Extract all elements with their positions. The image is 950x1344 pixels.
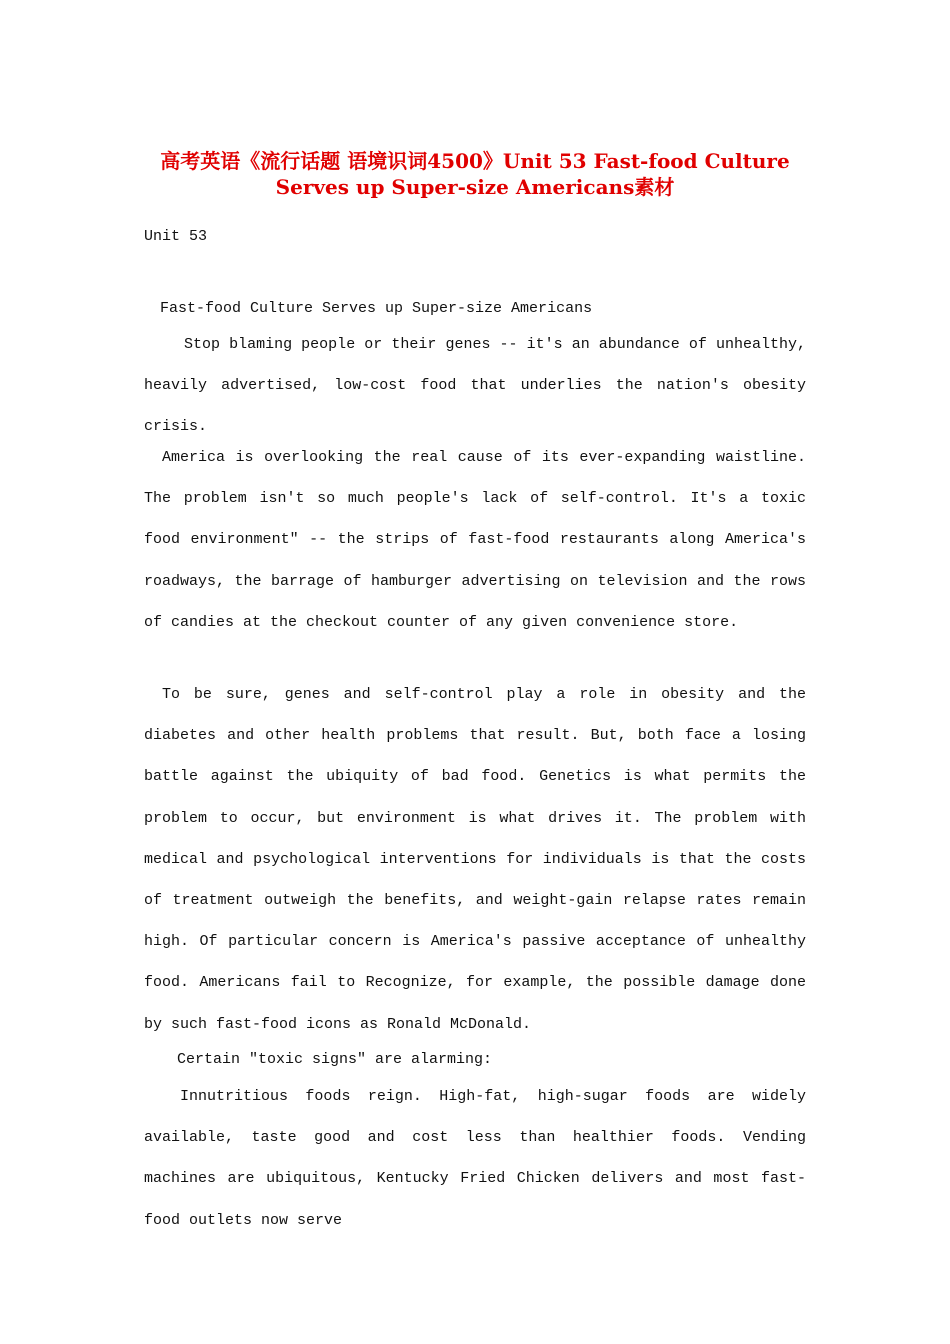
paragraph-lead: Stop blaming people or their genes -- it's an abundance of unhealthy, heavily advertised, low-cost food that underlies the nation's obesity crisis. xyxy=(144,336,806,436)
paragraph-body: Innutritious foods reign. High-fat, high-sugar foods are widely available, taste good and cost less than healthier foods. Vending machines are ubiquitous, Kentucky Fried Chicken delivers and most fast-food outlets now serve xyxy=(144,1088,806,1229)
paragraph-body: To be sure, genes and self-control play a role in obesity and the diabetes and other health problems that result. But, both face a losing battle against the ubiquity of bad food. Genetics is what permits the problem to occur, but environment is what drives it. The problem with medical and psychological interventions for individuals is that the costs of treatment outweigh the benefits, and weight-gain relapse rates remain high. Of particular concern is America's passive acceptance of unhealthy food. Americans fail to Recognize, for example, the possible damage done by such fast-food icons as Ronald McDonald. xyxy=(144,686,806,1033)
document-title: 高考英语《流行话题 语境识词4500》Unit 53 Fast-food Culture Serves up Super-size Americans素材 xyxy=(160,149,790,199)
article-subtitle: Fast-food Culture Serves up Super-size Americans xyxy=(160,300,593,317)
paragraph-intro: Certain "toxic signs" are alarming: xyxy=(177,1051,493,1068)
unit-label: Unit 53 xyxy=(144,228,208,245)
paragraph-body: America is overlooking the real cause of its ever-expanding waistline. The problem isn't so much people's lack of self-control. It's a toxic food environment" -- the strips of fast-food restaurants along America's roadways, the barrage of hamburger advertising on television and the rows of candies at the checkout counter of any given convenience store. xyxy=(144,449,806,631)
